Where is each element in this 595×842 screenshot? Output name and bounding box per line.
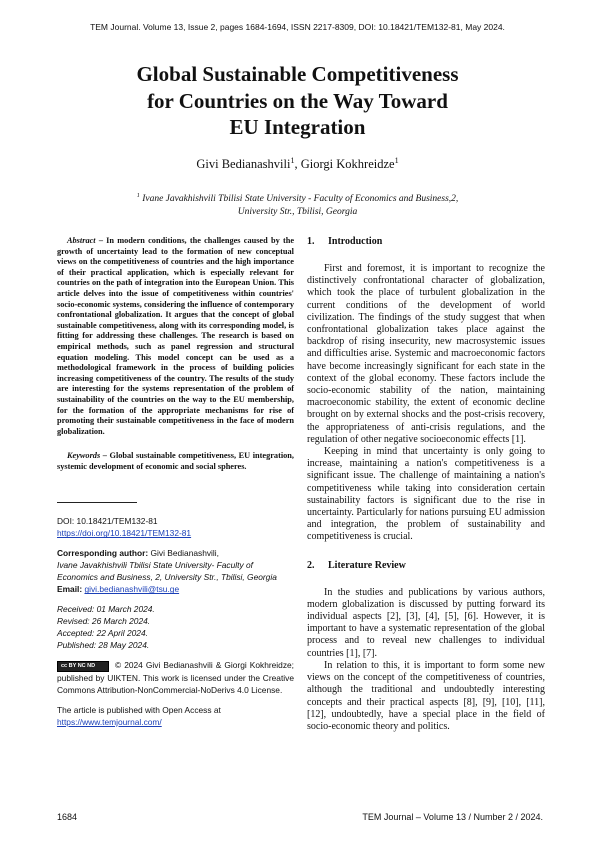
title-line-3: EU Integration xyxy=(229,115,366,139)
right-column xyxy=(307,236,545,733)
section-number: 2. xyxy=(307,559,315,571)
abstract-label: Abstract xyxy=(67,236,96,245)
affil-line-1: Ivane Javakhishvili Tbilisi State University - Faculty of Economics and Business,2, xyxy=(142,194,459,204)
doi-link[interactable]: https://doi.org/10.18421/TEM132-81 xyxy=(57,528,192,539)
abstract xyxy=(57,236,294,437)
keywords xyxy=(57,451,294,472)
title-line-2: for Countries on the Way Toward xyxy=(147,88,448,113)
running-header: TEM Journal. Volume 13, Issue 2, pages 1684-1694, ISSN 2217-8309, DOI: 10.18421/TEM132-81, May 2024. xyxy=(90,22,505,32)
section-heading xyxy=(307,236,545,247)
paper-title xyxy=(40,61,555,141)
author-list xyxy=(0,157,595,172)
page-number: 1684 xyxy=(57,812,78,822)
affil-line-2: University Str., Tbilisi, Georgia xyxy=(237,206,358,217)
journal-link[interactable]: https://www.temjournal.com/ xyxy=(57,716,162,727)
author-affil-mark: 1 xyxy=(394,155,399,165)
license-statement xyxy=(57,659,294,695)
body-paragraph: Keeping in mind that uncertainty is only going to increase, maintaining a nation's competitiveness is a significant issue. The challenge of maintaining a nation's competitiveness while taking into consideration certain sustainability factors is significant due to the rise in uncertainty. Particularly for nations pursuing EU admission and integration, the problem of sustainability and competitiveness is crucial. xyxy=(307,446,545,543)
article-metadata xyxy=(57,515,294,727)
title-line-1: Global Sustainable Competitiveness xyxy=(136,62,459,86)
corresponding-affiliation: Ivane Javakhishvili Tbilisi State University- Faculty of Economics and Business, 2, University Str., Tbilisi, Georgia xyxy=(57,560,277,583)
body-paragraph: First and foremost, it is important to recognize the distinctively confrontational character of globalization, which took the place of turbulent globalization in the current conditions of the development of world civilization. The findings of the study suggest that when confrontational globalization takes place against the backdrop of rising insecurity, new macrosystemic issues and difficulties arise. Systemic and macroeconomic factors have become increasingly significant for each state in the context of the global economy. These factors include the socio-economic stability of the nation, maintaining macroeconomic stability, the extent of economic decline brought on by external shocks and the post-crisis recovery, the appropriateness of anti-crisis regulations, and the regulation of other negative socioeconomic effects [1]. xyxy=(307,263,545,445)
author-separator: , xyxy=(294,157,301,171)
corresponding-name: Givi Bedianashvili, xyxy=(148,548,219,559)
cc-license-icon: cc BY NC ND xyxy=(57,661,109,672)
accepted-date: Accepted: 22 April 2024. xyxy=(57,628,148,639)
abstract-text: – In modern conditions, the challenges caused by the growth of uncertainty lead to the formation of new conceptual views on the competitiveness of countries and the high importance of their practical application, which is especially relevant for countries on the path of integration into the European Union. This article delves into the issue of competitiveness within countries' socio-economic systems, considering the influence of contemporary confrontational globalization. It argues that the concept of global sustainable competitiveness, along with its corresponding model, is fitting for addressing these challenges. The research is based on empirical methods, such as panel regression and structural equation modeling. This model concept can be used as a methodological framework in the process of building policies increasing competitiveness of the country. The results of the study are interesting for the systems representation of the problem of sustainability of the countries on the way to the EU membership, for the formation of the appropriate mechanisms for rise of promoting their sustainable competitiveness in the face of modern globalization. xyxy=(57,236,294,436)
keywords-label: Keywords xyxy=(67,451,101,461)
affil-mark: 1 xyxy=(136,192,140,199)
published-date: Published: 28 May 2024. xyxy=(57,640,150,651)
section-title: Introduction xyxy=(328,236,383,247)
left-column xyxy=(57,236,294,728)
open-access-text: The article is published with Open Access at xyxy=(57,704,221,715)
body-paragraph: In the studies and publications by various authors, modern globalization is discussed by putting forward its individual aspects [2], [3], [4], [5], [6]. However, it is important to have a systematic representation of the global process and to reveal new challenges to individual countries [1], [7]. xyxy=(307,586,545,659)
footer-journal-info: TEM Journal – Volume 13 / Number 2 / 2024. xyxy=(362,812,543,822)
keywords-text: – Global sustainable competitiveness, EU integration, systemic development of economic and social spheres. xyxy=(57,451,294,471)
section-title: Literature Review xyxy=(328,559,406,571)
doi-label: DOI: 10.18421/TEM132-81 xyxy=(57,516,158,527)
section-heading xyxy=(307,560,545,571)
revised-date: Revised: 26 March 2024. xyxy=(57,616,151,627)
body-paragraph: In relation to this, it is important to form some new views on the concept of the competitiveness of countries, although the traditional and undoubtedly interesting concepts and their practical aspects [8], [9], [10], [11], [12], undoubtedly, have a special place in the field of socio-economic theory and politics. xyxy=(307,659,545,732)
email-link[interactable]: givi.bedianashvili@tsu.ge xyxy=(84,584,180,595)
corresponding-label: Corresponding author: xyxy=(57,548,149,559)
author-name: Givi Bedianashvili xyxy=(196,157,291,171)
section-number: 1. xyxy=(307,236,315,247)
author-name: Giorgi Kokhreidze xyxy=(300,157,395,171)
affiliation xyxy=(100,193,495,218)
license-text: © 2024 Givi Bedianashvili & Giorgi Kokhreidze; published by UIKTEN. This work is licensed under the Creative Commons Attribution-NonCommercial-NoDerivs 4.0 License. xyxy=(57,660,294,695)
email-label: Email: xyxy=(57,584,83,595)
footnote-separator xyxy=(57,502,137,503)
received-date: Received: 01 March 2024. xyxy=(57,604,155,615)
author-affil-mark: 1 xyxy=(290,155,295,165)
